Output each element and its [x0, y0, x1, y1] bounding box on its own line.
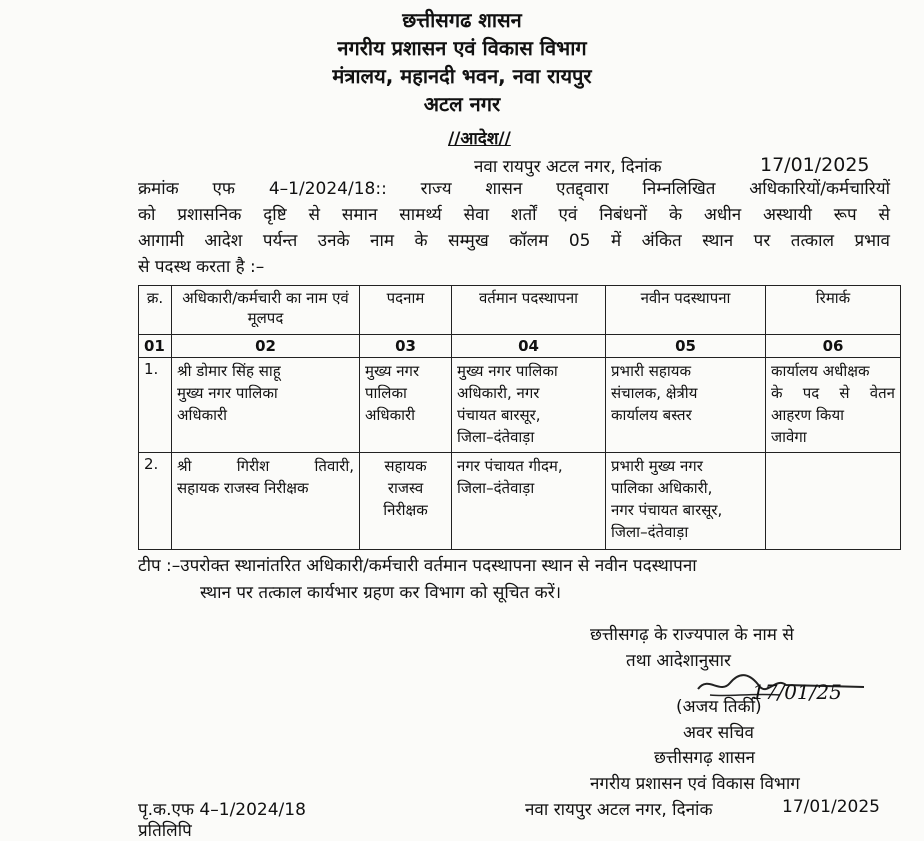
row-current-line: पंचायत बारसूर,: [457, 406, 541, 425]
row-current-line: जिला–दंतेवाड़ा: [457, 428, 535, 447]
handwritten-signature-date: 17/01/25: [752, 680, 842, 704]
row-post-line: पालिका: [365, 384, 407, 403]
row-post: [360, 452, 452, 550]
row-name-line: श्री डोमार सिंह साहू: [177, 362, 281, 381]
row-new-line: संचालक, क्षेत्रीय: [611, 384, 698, 403]
signatory-org-government: छत्तीसगढ़ शासन: [654, 748, 755, 768]
column-number: 02: [172, 334, 360, 357]
row-remark: [766, 358, 901, 452]
row-name-line: श्री गिरीश तिवारी,: [177, 456, 354, 475]
note-line-1: टीप :–उपरोक्त स्थानांतरित अधिकारी/कर्मचारी वर्तमान पदस्थापना स्थान से नवीन पदस्थापना: [138, 556, 697, 576]
row-post-line: राजस्व: [387, 478, 424, 497]
row-sn: 2.: [139, 452, 172, 550]
row-post-line: सहायक: [384, 456, 427, 475]
row-sn: 1.: [139, 358, 172, 452]
row-current-posting: [452, 452, 606, 550]
table-header-row: [139, 286, 901, 335]
column-header-new-posting: नवीन पदस्थापना: [606, 286, 766, 335]
order-para-line-4: से पदस्थ करता है :–: [138, 257, 265, 277]
row-new-line: पालिका अधिकारी,: [611, 478, 713, 497]
posting-table: [138, 285, 901, 550]
endorsement-ref: पृ.क.एफ 4–1/2024/18: [138, 800, 306, 820]
table-row: [139, 358, 901, 452]
row-name-line: मुख्य नगर पालिका: [177, 384, 278, 403]
column-number: 05: [606, 334, 766, 357]
table-row: [139, 452, 901, 550]
row-remark-line: के पद से वेतन: [771, 384, 895, 403]
order-para-line-2: को प्रशासनिक दृष्टि से समान सामर्थ्य सेवा शर्तों एवं निबंधनों के अधीन अस्थायी रूप से: [138, 205, 890, 225]
row-name-line: अधिकारी: [177, 406, 227, 425]
row-post-line: मुख्य नगर: [365, 362, 420, 381]
row-remark: [766, 452, 901, 550]
order-place-date-label: नवा रायपुर अटल नगर, दिनांक: [474, 157, 662, 177]
column-header-sn: क्र.: [139, 286, 172, 335]
row-current-line: मुख्य नगर पालिका: [457, 362, 558, 381]
row-new-line: कार्यालय बस्तर: [611, 406, 692, 425]
signature-order-line: तथा आदेशानुसार: [626, 651, 732, 671]
row-new-posting: [606, 452, 766, 550]
copy-to-heading: प्रतिलिपि: [138, 821, 192, 841]
row-new-line: प्रभारी सहायक: [611, 362, 691, 381]
header-line-address: मंत्रालय, महानदी भवन, नवा रायपुर: [332, 64, 592, 88]
row-name: [172, 358, 360, 452]
row-remark-line: जावेगा: [771, 428, 807, 447]
signatory-designation: अवर सचिव: [683, 723, 754, 743]
row-new-posting: [606, 358, 766, 452]
order-para-line-1: क्रमांक एफ 4–1/2024/18:: राज्य शासन एतद्द्वारा निम्नलिखित अधिकारियों/कर्मचारियों: [138, 179, 890, 199]
row-current-line: जिला–दंतेवाड़ा: [457, 478, 535, 497]
row-current-posting: [452, 358, 606, 452]
column-number: 06: [766, 334, 901, 357]
row-remark-line: आहरण किया: [771, 406, 845, 425]
column-header-remark: रिमार्क: [766, 286, 901, 335]
row-new-line: नगर पंचायत बारसूर,: [611, 500, 723, 519]
row-name-line: सहायक राजस्व निरीक्षक: [177, 478, 309, 497]
column-number: 04: [452, 334, 606, 357]
row-remark-line: कार्यालय अधीक्षक: [771, 362, 870, 381]
row-post: [360, 358, 452, 452]
signatory-org-department: नगरीय प्रशासन एवं विकास विभाग: [590, 774, 800, 794]
row-current-line: अधिकारी, नगर: [457, 384, 540, 403]
row-current-line: नगर पंचायत गीदम,: [457, 456, 563, 475]
header-line-city: अटल नगर: [423, 92, 501, 116]
column-number: 03: [360, 334, 452, 357]
signatory-name: (अजय तिर्की): [676, 697, 762, 717]
header-line-state: छत्तीसगढ शासन: [402, 8, 522, 32]
column-number: 01: [139, 334, 172, 357]
endorsement-place-date-label: नवा रायपुर अटल नगर, दिनांक: [525, 800, 713, 820]
row-new-line: जिला–दंतेवाड़ा: [611, 522, 689, 541]
row-post-line: निरीक्षक: [383, 500, 428, 519]
signature-authority-line: छत्तीसगढ़ के राज्यपाल के नाम से: [590, 625, 794, 645]
column-header-name: अधिकारी/कर्मचारी का नाम एवं मूलपद: [172, 286, 360, 335]
column-number-row: [139, 334, 901, 357]
endorsement-date: 17/01/2025: [782, 797, 880, 817]
row-name: [172, 452, 360, 550]
order-paragraph: [138, 176, 890, 280]
header-line-department: नगरीय प्रशासन एवं विकास विभाग: [337, 36, 587, 60]
order-date: 17/01/2025: [760, 154, 870, 176]
order-title: //आदेश//: [448, 129, 511, 149]
column-header-current-posting: वर्तमान पदस्थापना: [452, 286, 606, 335]
note-line-2: स्थान पर तत्काल कार्यभार ग्रहण कर विभाग को सूचित करें।: [200, 583, 562, 603]
order-para-line-3: आगामी आदेश पर्यन्त उनके नाम के सम्मुख कॉलम 05 में अंकित स्थान पर तत्काल प्रभाव: [138, 231, 890, 251]
row-new-line: प्रभारी मुख्य नगर: [611, 456, 703, 475]
column-header-post: पदनाम: [360, 286, 452, 335]
row-post-line: अधिकारी: [365, 406, 415, 425]
